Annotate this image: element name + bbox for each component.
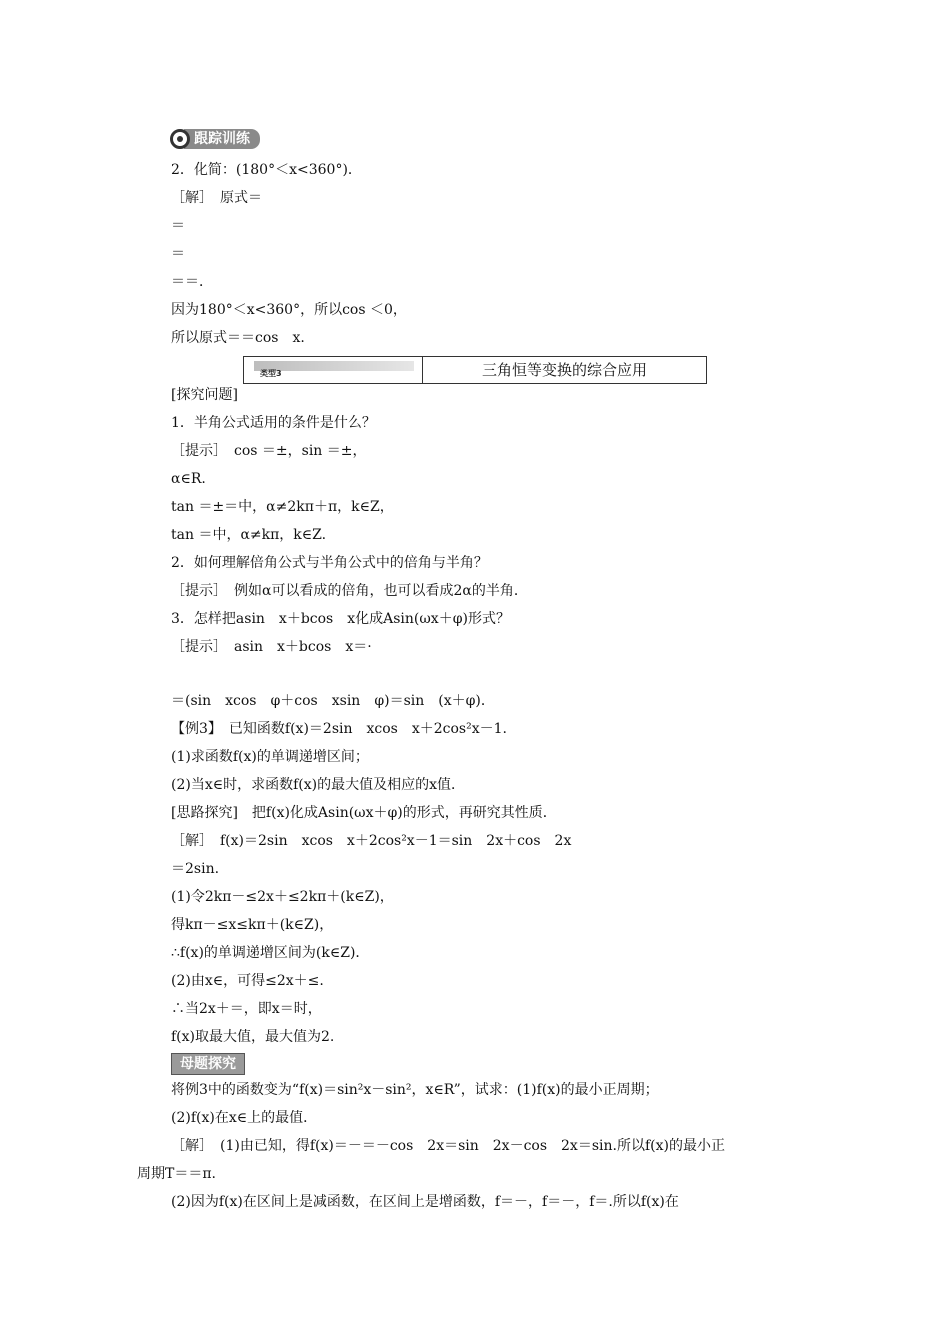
solution-line: 周期T＝＝π. bbox=[137, 1166, 216, 1182]
solution-line: (1)令2kπ－≤2x＋≤2kπ＋(k∈Z)， bbox=[171, 889, 394, 905]
variant-line: (2)f(x)在x∈上的最值． bbox=[171, 1110, 318, 1126]
solution-line: ［解］ (1)由已知，得f(x)＝－＝－cos 2x＝sin 2x－cos 2x＝sin.所以f(x)的最小正 bbox=[171, 1138, 725, 1154]
solution-line: 得kπ－≤x≤kπ＋(k∈Z)， bbox=[171, 917, 334, 933]
badge-label: 跟踪训练 bbox=[184, 129, 260, 149]
question-line: 2．如何理解倍角公式与半角公式中的倍角与半角？ bbox=[171, 555, 488, 571]
example-line: 【例3】 已知函数f(x)＝2sin xcos x＋2cos²x－1. bbox=[171, 721, 507, 737]
section-heading: [探究问题] bbox=[171, 387, 238, 403]
solution-line: 因为180°＜x<360°，所以cos ＜0， bbox=[171, 302, 407, 318]
type-title: 三角恒等变换的综合应用 bbox=[481, 361, 647, 379]
hint-line: tan ＝中，α≠kπ，k∈Z. bbox=[171, 527, 327, 543]
solution-line: ［解］ 原式＝ bbox=[171, 190, 262, 206]
hint-line: tan ＝±＝中，α≠2kπ＋π，k∈Z， bbox=[171, 499, 394, 515]
solution-line: ∴当2x＋＝，即x＝时， bbox=[171, 1001, 322, 1017]
solution-line: 所以原式＝＝cos x. bbox=[171, 330, 305, 346]
type-tag bbox=[254, 361, 414, 378]
hint-line: ＝(sin xcos φ＋cos xsin φ)＝sin (x＋φ)． bbox=[171, 693, 495, 709]
solution-line: f(x)取最大值，最大值为2. bbox=[171, 1029, 335, 1045]
solution-line: (2)由x∈，可得≤2x＋≤. bbox=[171, 973, 324, 989]
hint-line: α∈R. bbox=[171, 471, 206, 487]
hint-line: ［提示］ 例如α可以看成的倍角，也可以看成2α的半角． bbox=[171, 583, 528, 599]
solution-line: ＝＝． bbox=[171, 274, 213, 290]
mother-problem-badge: 母题探究 bbox=[171, 1053, 245, 1075]
variant-line: 将例3中的函数变为“f(x)＝sin²x－sin²，x∈R”，试求：(1)f(x)的最小正周期； bbox=[171, 1082, 659, 1098]
type-header-box bbox=[243, 356, 707, 384]
target-icon bbox=[170, 129, 190, 149]
question-line: 3．怎样把asin x＋bcos x化成Asin(ωx＋φ)形式？ bbox=[171, 611, 510, 627]
solution-line: ＝ bbox=[171, 218, 185, 234]
solution-line: ∴f(x)的单调递增区间为(k∈Z)． bbox=[171, 945, 370, 961]
solution-line: ＝ bbox=[171, 246, 185, 262]
approach-line: [思路探究] 把f(x)化成Asin(ωx＋φ)的形式，再研究其性质． bbox=[171, 805, 557, 821]
hint-line: ［提示］ asin x＋bcos x＝· bbox=[171, 639, 372, 655]
type-tag-cell bbox=[244, 357, 423, 383]
follow-up-training-badge bbox=[170, 128, 260, 150]
hint-line: ［提示］ cos ＝±，sin ＝±， bbox=[171, 443, 367, 459]
solution-line: (2)因为f(x)在区间上是减函数，在区间上是增函数，f＝－，f＝－，f＝.所以f(x)在 bbox=[171, 1194, 679, 1210]
solution-line: ＝2sin. bbox=[171, 861, 220, 877]
question-line: 1．半角公式适用的条件是什么？ bbox=[171, 415, 376, 431]
example-line: (1)求函数f(x)的单调递增区间； bbox=[171, 749, 369, 765]
solution-line: ［解］ f(x)＝2sin xcos x＋2cos²x－1＝sin 2x＋cos 2x bbox=[171, 833, 572, 849]
example-line: (2)当x∈时，求函数f(x)的最大值及相应的x值． bbox=[171, 777, 465, 793]
problem-line: 2．化简：(180°＜x<360°)． bbox=[171, 162, 362, 178]
type-tag-label: 类型3 bbox=[260, 369, 282, 378]
